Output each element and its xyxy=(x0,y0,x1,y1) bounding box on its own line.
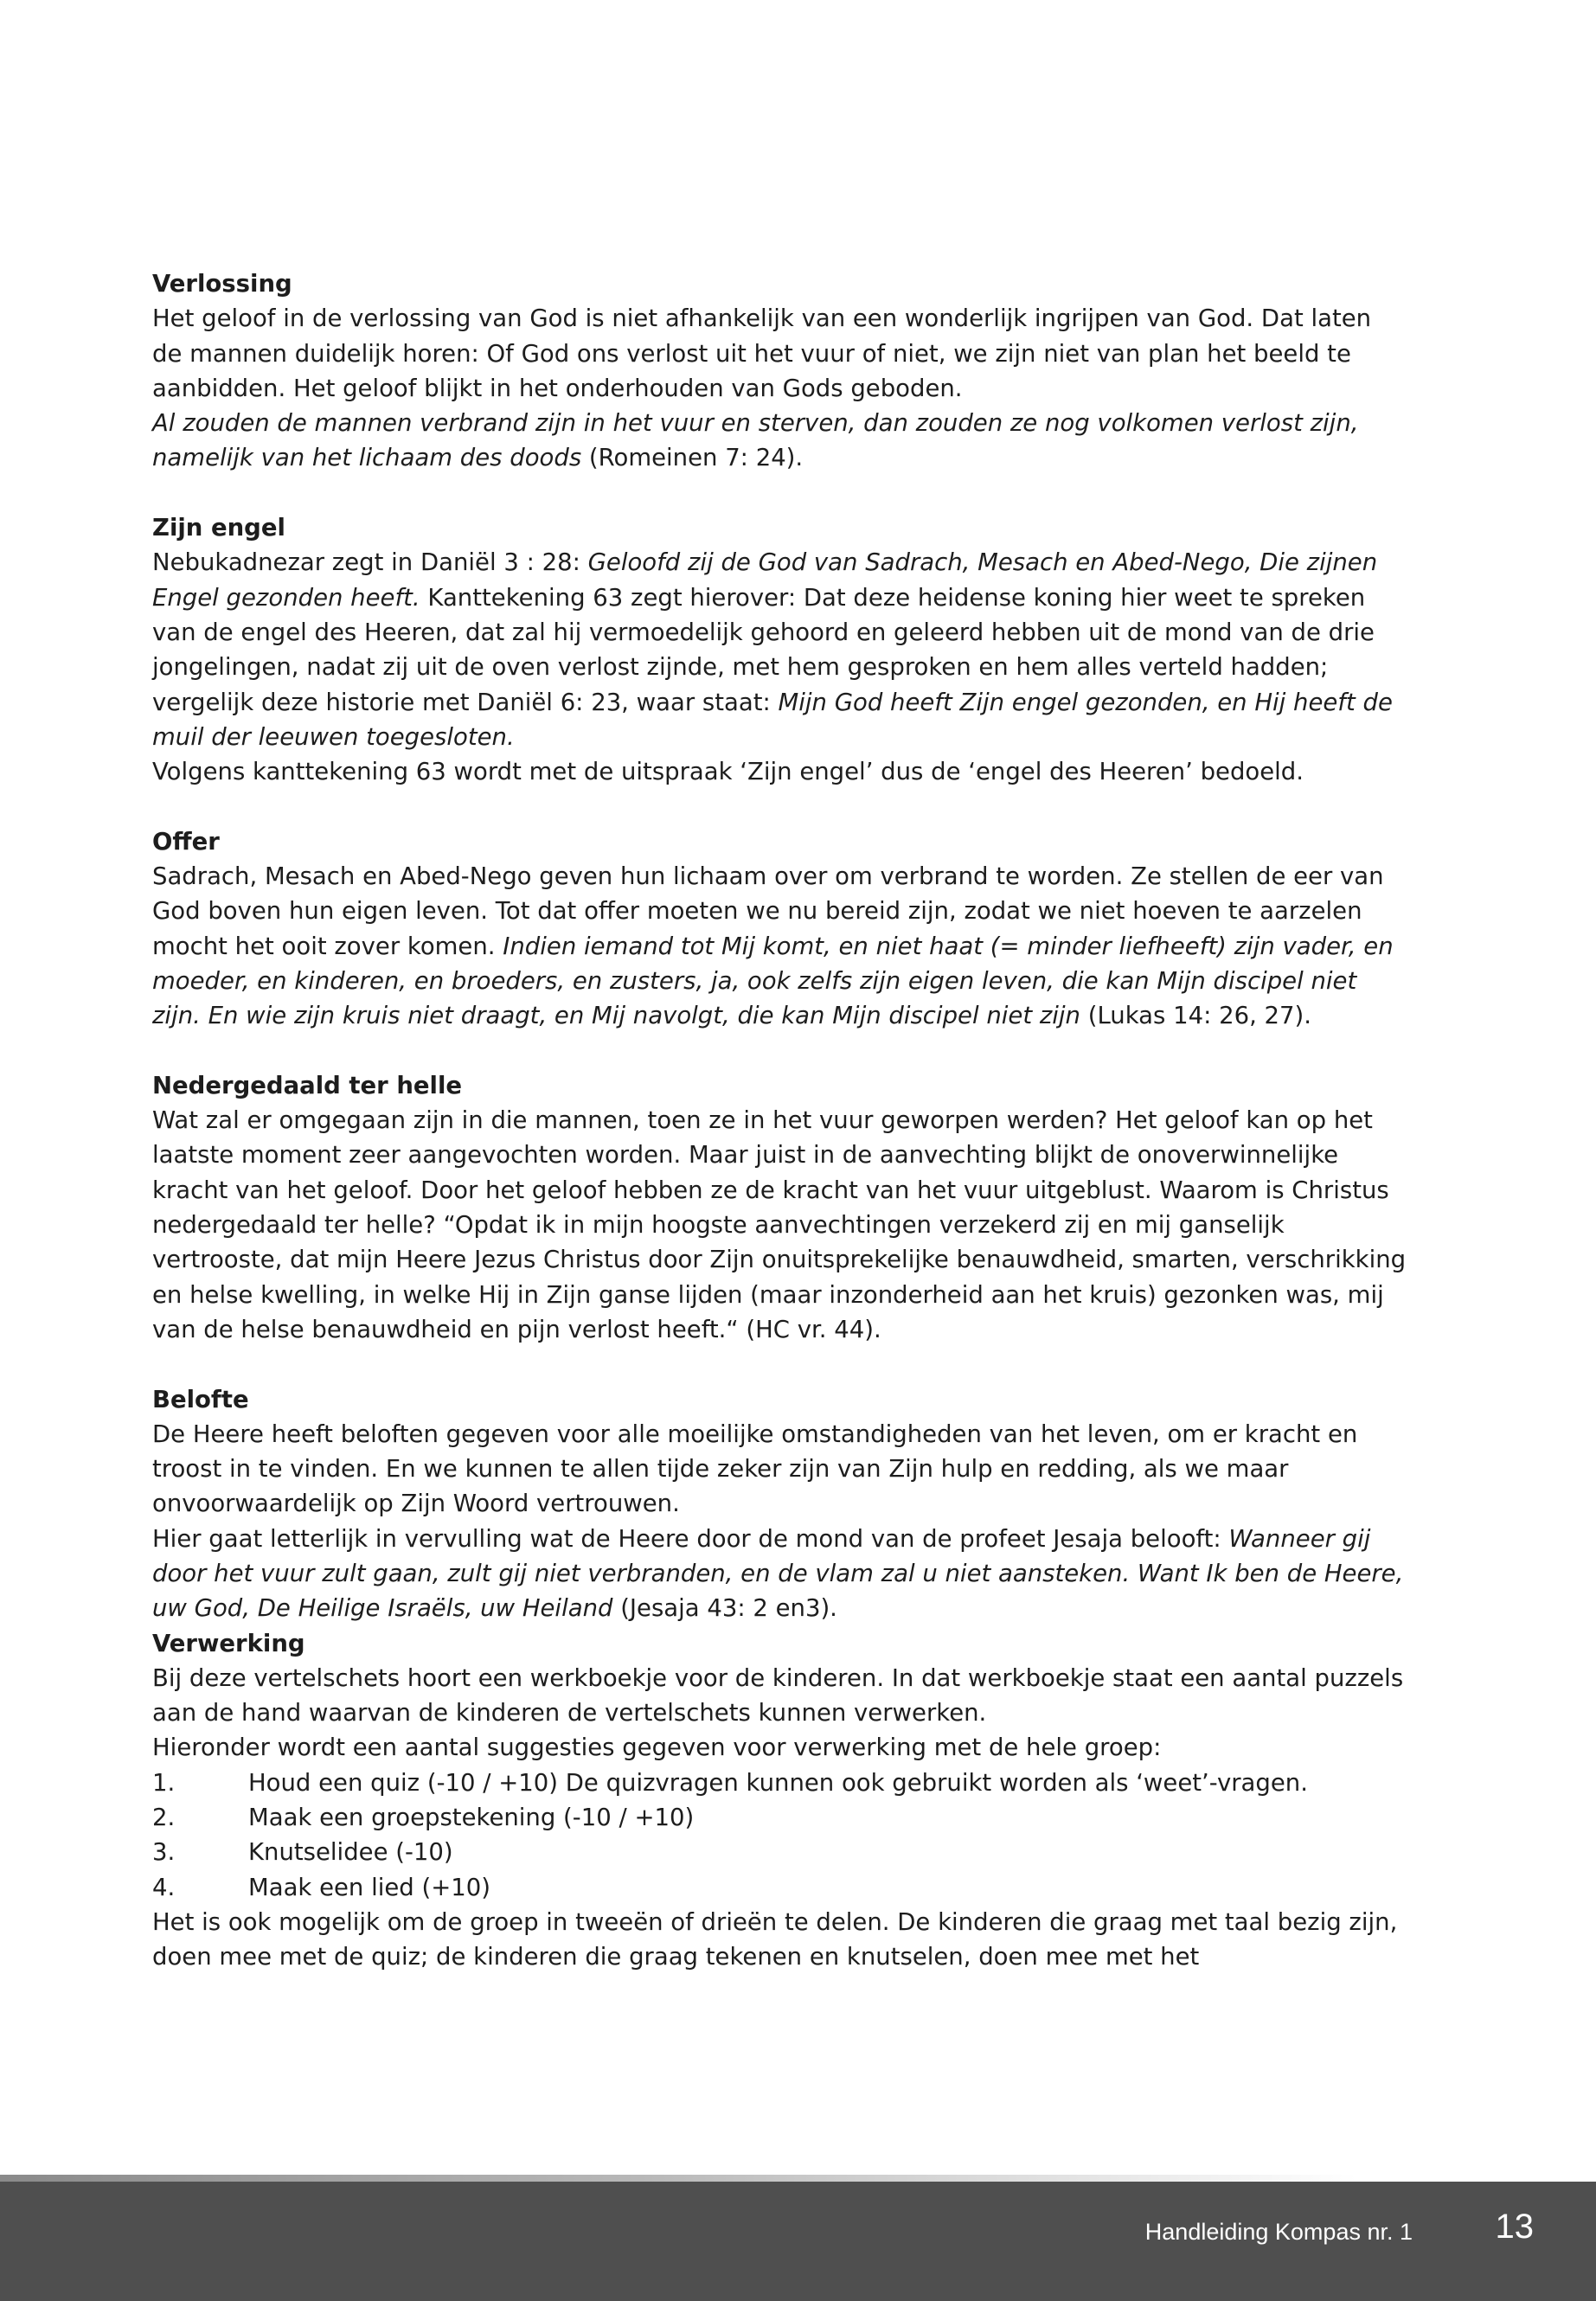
sections xyxy=(152,266,1407,1626)
text-run: (Romeinen 7: 24). xyxy=(581,444,804,472)
paragraph: Het is ook mogelijk om de groep in tweeën of drieën te delen. De kinderen die graag met taal bezig zijn, doen mee met de quiz; de kinderen die graag tekenen en knutselen, doen mee met het xyxy=(152,1907,1398,1971)
paragraph xyxy=(152,1417,1407,1522)
section xyxy=(152,1068,1407,1347)
page-content xyxy=(152,266,1407,1975)
section xyxy=(152,266,1407,476)
text-run: Het geloof in de verlossing van God is niet afhankelijk van een wonderlijk ingrijpen van God. Dat laten de mannen duidelijk horen: Of God ons verlost uit het vuur of niet, we zijn niet van plan het beeld te aanbidden. Het geloof blijkt in het onderhouden van Gods geboden. xyxy=(152,304,1372,402)
section-heading: Belofte xyxy=(152,1385,249,1413)
paragraph: Bij deze vertelschets hoort een werkboekje voor de kinderen. In dat werkboekje staat een aantal puzzels aan de hand waarvan de kinderen de vertelschets kunnen verwerken. xyxy=(152,1663,1404,1727)
text-run: Wat zal er omgegaan zijn in die mannen, toen ze in het vuur geworpen werden? Het geloof kan op het laatste moment zeer aangevochten worden. Maar juist in de aanvechting blijkt de onoverwinnelijke kracht van het geloof. Door het geloof hebben ze de kracht van het vuur uitgeblust. Waarom is Christus nedergedaald ter helle? “Opdat ik in mijn hoogste aanvechtingen verzekerd zij en mij ganselijk vertrooste, dat mijn Heere Jezus Christus door Zijn onuitsprekelijke benauwdheid, smarten, verschrikking en helse kwelling, in welke Hij in Zijn ganse lijden (maar inzonderheid aan het kruis) gezonken was, mij van de helse benauwdheid en pijn verlost heeft.“ (HC vr. 44). xyxy=(152,1106,1407,1343)
text-run: Volgens kanttekening 63 wordt met de uitspraak ‘Zijn engel’ dus de ‘engel des Heeren’ bedoeld. xyxy=(152,758,1304,786)
italic-quote: Mijn God heeft Zijn engel gezonden, en Hij heeft de muil der leeuwen toegesloten. xyxy=(152,688,1393,751)
paragraph xyxy=(152,1522,1407,1626)
paragraph: Hieronder wordt een aantal suggesties gegeven voor verwerking met de hele groep: xyxy=(152,1734,1162,1762)
text-run: (Lukas 14: 26, 27). xyxy=(1080,1002,1312,1030)
section xyxy=(152,510,1407,789)
list-text: Maak een lied (+10) xyxy=(248,1873,490,1901)
section-verwerking xyxy=(152,1626,1407,1975)
text-run: (Jesaja 43: 2 en3). xyxy=(612,1594,837,1623)
list-text: Houd een quiz (-10 / +10) De quizvragen kunnen ook gebruikt worden als ‘weet’-vragen. xyxy=(248,1768,1308,1797)
italic-quote: Wanneer gij door het vuur zult gaan, zult gij niet verbranden, en de vlam zal u niet aansteken. Want Ik ben de Heere, uw God, De Heilige Israëls, uw Heiland xyxy=(152,1524,1404,1623)
paragraph xyxy=(152,301,1407,406)
section xyxy=(152,1382,1407,1626)
text-run: Hier gaat letterlijk in vervulling wat de Heere door de mond van de profeet Jesaja belooft: xyxy=(152,1524,1229,1553)
paragraph xyxy=(152,406,1407,476)
text-run: Kanttekening 63 zegt hierover: Dat deze heidense koning hier weet te spreken van de engel des Heeren, dat zal hij vermoedelijk gehoord en geleerd hebben uit de mond van de drie jongelingen, nadat zij uit de oven verlost zijnde, met hem gesproken en hem alles verteld hadden; vergelijk deze historie met Daniël 6: 23, waar staat: xyxy=(152,583,1375,716)
list-number: 2. xyxy=(152,1804,176,1832)
list-text: Knutselidee (-10) xyxy=(248,1838,453,1867)
text-run: Sadrach, Mesach en Abed-Nego geven hun lichaam over om verbrand te worden. Ze stellen de eer van God boven hun eigen leven. Tot dat offer moeten we nu bereid zijn, zodat we niet hoeven te aarzelen mocht het ooit zover komen. xyxy=(152,862,1384,960)
footer-title: Handleiding Kompas nr. 1 xyxy=(1144,2219,1413,2245)
paragraph xyxy=(152,1103,1407,1347)
list-number: 4. xyxy=(152,1873,176,1901)
page-number: 13 xyxy=(1495,2208,1534,2246)
italic-quote: Geloofd zij de God van Sadrach, Mesach en Abed-Nego, Die zijnen Engel gezonden heeft. xyxy=(152,548,1378,612)
list-item xyxy=(152,1835,1407,1869)
list-number: 3. xyxy=(152,1838,176,1867)
section-heading: Zijn engel xyxy=(152,514,285,542)
list-number: 1. xyxy=(152,1768,176,1797)
section xyxy=(152,824,1407,1034)
italic-quote: Indien iemand tot Mij komt, en niet haat (= minder liefheeft) zijn vader, en moeder, en kinderen, en broeders, en zusters, ja, ook zelfs zijn eigen leven, die kan Mijn discipel niet zijn. En wie zijn kruis niet draagt, en Mij navolgt, die kan Mijn discipel niet zijn xyxy=(152,932,1394,1030)
list-item xyxy=(152,1800,1407,1835)
section-heading: Offer xyxy=(152,827,220,856)
list-text: Maak een groepstekening (-10 / +10) xyxy=(248,1804,695,1832)
paragraph xyxy=(152,859,1407,1033)
list-item xyxy=(152,1766,1407,1800)
section-heading: Nedergedaald ter helle xyxy=(152,1071,463,1099)
section-heading: Verlossing xyxy=(152,270,292,298)
italic-quote: Al zouden de mannen verbrand zijn in het vuur en sterven, dan zouden ze nog volkomen verlost zijn, namelijk van het lichaam des doods xyxy=(152,409,1359,472)
paragraph xyxy=(152,545,1407,754)
text-run: Nebukadnezar zegt in Daniël 3 : 28: xyxy=(152,548,588,577)
paragraph xyxy=(152,754,1407,789)
list-item xyxy=(152,1870,1407,1905)
section-heading: Verwerking xyxy=(152,1629,305,1657)
text-run: De Heere heeft beloften gegeven voor alle moeilijke omstandigheden van het leven, om er kracht en troost in te vinden. En we kunnen te allen tijde zeker zijn van Zijn hulp en redding, als we maar onvoorwaardelijk op Zijn Woord vertrouwen. xyxy=(152,1420,1358,1518)
